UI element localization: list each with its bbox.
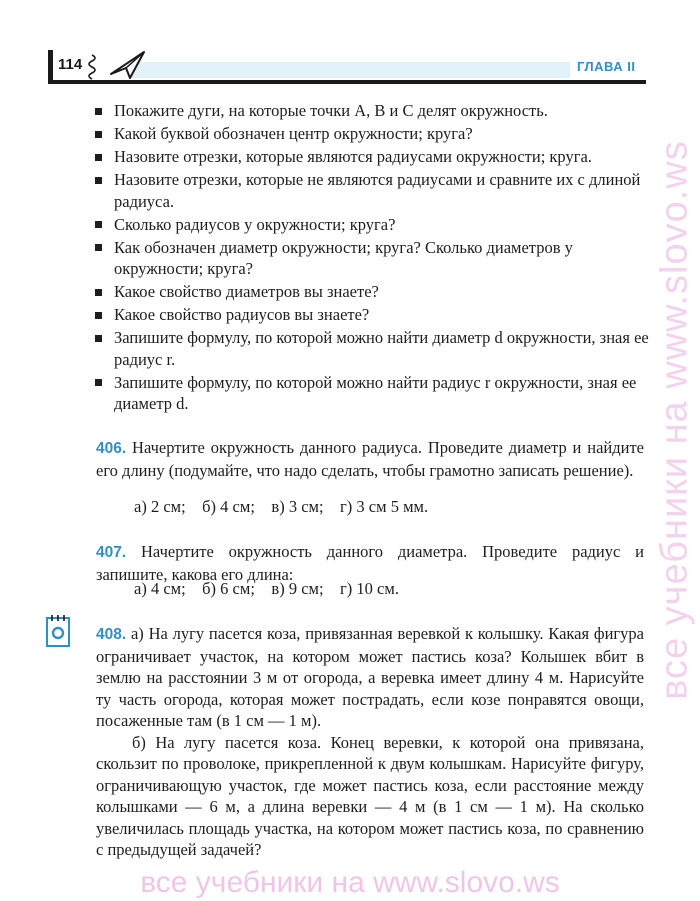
list-item: Запишите формулу, по которой можно найти радиус r окружности, зная ее диаметр d. xyxy=(94,372,654,415)
list-item: Покажите дуги, на которые точки A, B и C делят окружность. xyxy=(94,100,654,122)
problem-text-part-a: а) На лугу пасется коза, привязанная веревкой к колышку. Какая фигура ограничивает участок, на котором может пастись коза? Колышек вбит в землю на расстоянии 3 м от огорода, а веревка имеет длину 4 м. Нарисуйте ту часть огорода, которая может пострадать, если козе понравятся овощи, посаженные там (в 1 см — 1 м). xyxy=(96,624,644,730)
spiral-binding-icon xyxy=(89,55,95,79)
header-decoration xyxy=(0,0,700,100)
question-list xyxy=(94,100,654,416)
problem-text: Начертите окружность данного радиуса. Проведите диаметр и найдите его длину (подумайте, что надо сделать, чтобы грамотно записать решение). xyxy=(96,438,645,480)
problem-406 xyxy=(96,437,644,481)
list-item: Назовите отрезки, которые являются радиусами окружности; круга. xyxy=(94,146,654,168)
watermark-bottom: все учебники на www.slovo.ws xyxy=(140,866,560,899)
page-header xyxy=(0,0,700,100)
problem-text-part-b: б) На лугу пасется коза. Конец веревки, к которой она привязана, скользит по проволоке, прикрепленной к двум колышкам. Нарисуйте фигуру, ограничивающую участок, где может пастись коза, если расстояние между колышками — 6 м, а длина веревки — 4 м (в 1 см — 1 м). На сколько увеличилась площадь участка, на котором может пастись коза, по сравнению с предыдущей задачей? xyxy=(96,732,644,859)
list-item: Какой буквой обозначен центр окружности; круга? xyxy=(94,123,654,145)
problem-408 xyxy=(96,623,644,861)
paper-plane-icon xyxy=(108,46,148,86)
watermark-vertical: все учебники на www.slovo.ws xyxy=(653,140,696,700)
chapter-title: ГЛАВА II xyxy=(577,59,636,74)
notebook-icon xyxy=(44,614,72,648)
page-number: 114 xyxy=(58,56,83,73)
problem-number: 407. xyxy=(96,544,127,561)
list-item: Какое свойство диаметров вы знаете? xyxy=(94,281,654,303)
problem-407-answers: а) 4 см; б) 6 см; в) 9 см; г) 10 см. xyxy=(134,579,399,598)
list-item: Сколько радиусов у окружности; круга? xyxy=(94,214,654,236)
problem-406-answers: а) 2 см; б) 4 см; в) 3 см; г) 3 см 5 мм. xyxy=(134,497,429,516)
list-item: Как обозначен диаметр окружности; круга? Сколько диаметров у окружности; круга? xyxy=(94,237,654,280)
problem-number: 406. xyxy=(96,440,127,457)
problem-text: Начертите окружность данного диаметра. Проведите радиус и запишите, какова его длина: xyxy=(96,542,644,584)
problem-number: 408. xyxy=(96,626,127,643)
list-item: Назовите отрезки, которые не являются радиусами и сравните их с длиной радиуса. xyxy=(94,169,654,212)
list-item: Запишите формулу, по которой можно найти диаметр d окружности, зная ее радиус r. xyxy=(94,327,654,370)
list-item: Какое свойство радиусов вы знаете? xyxy=(94,304,654,326)
